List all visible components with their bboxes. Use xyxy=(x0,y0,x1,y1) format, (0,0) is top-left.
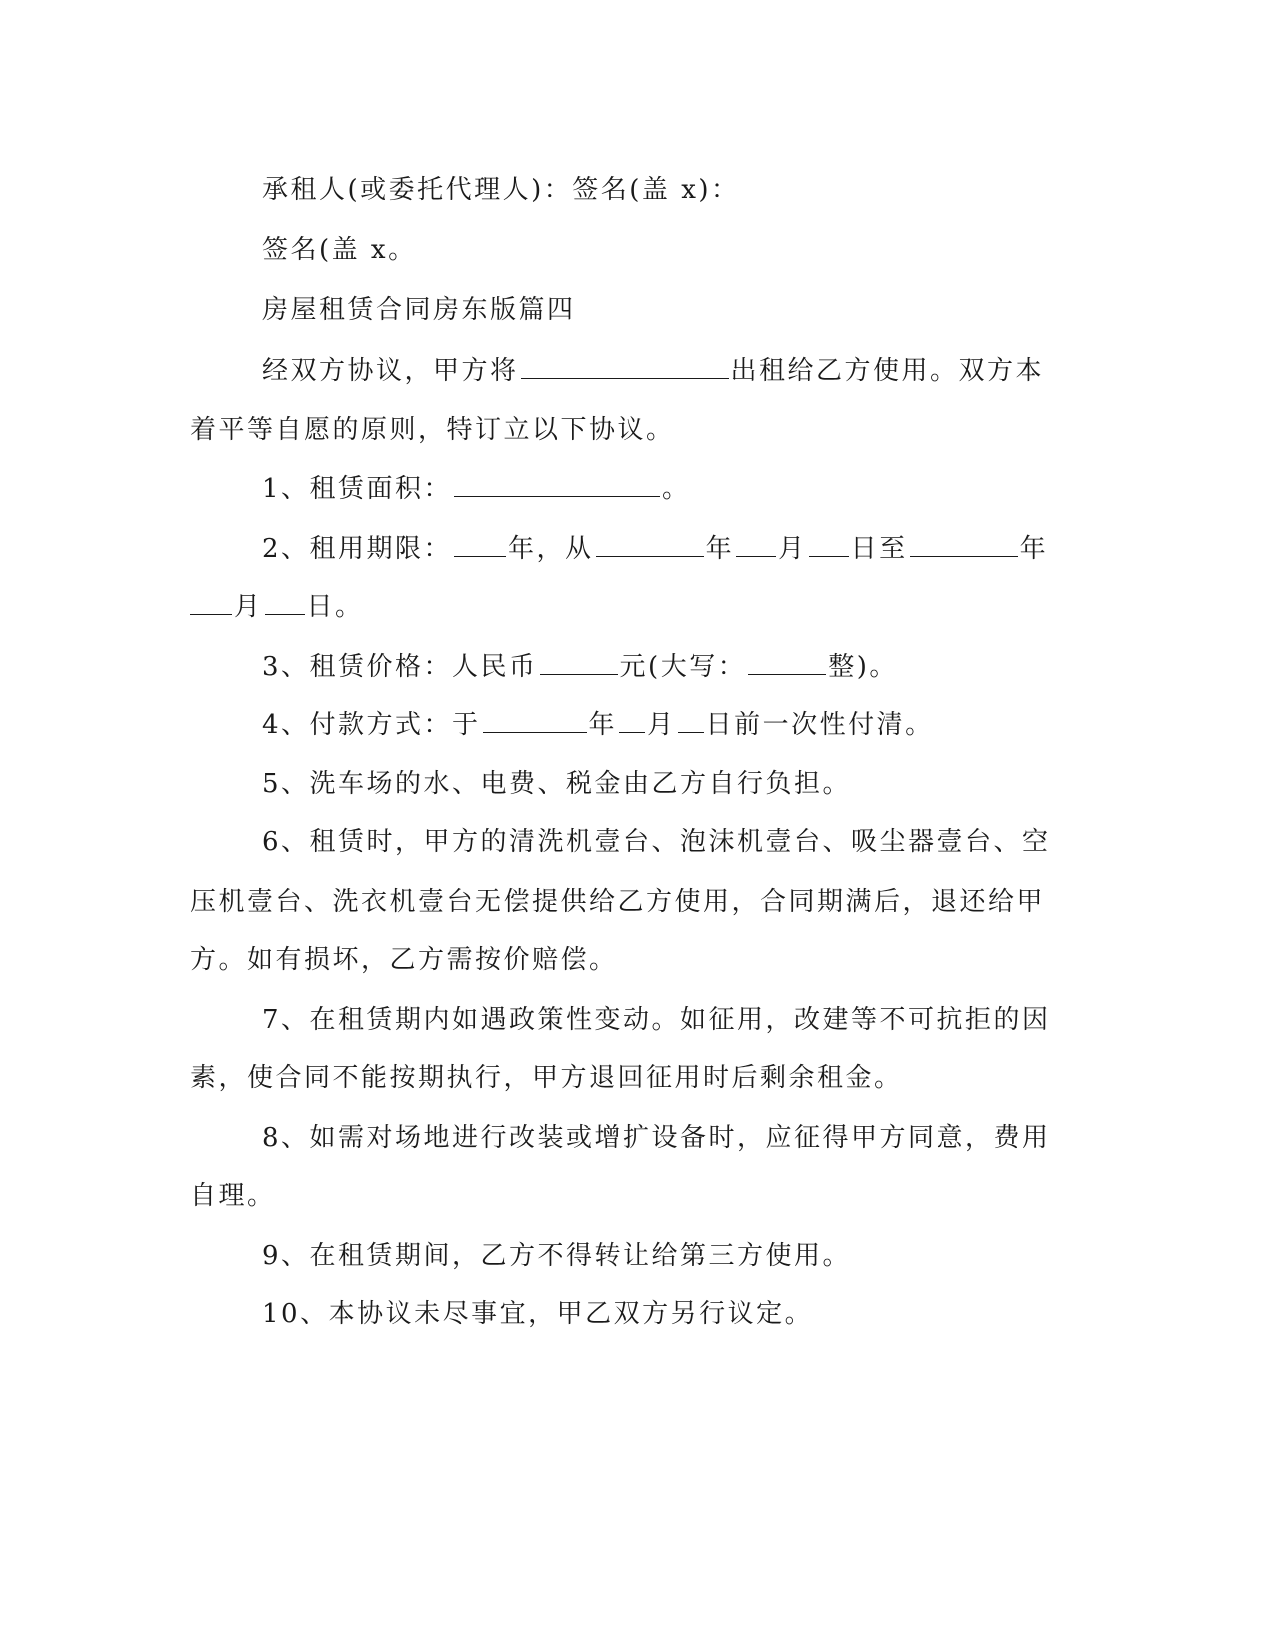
text-segment: 年 xyxy=(1019,534,1049,564)
clause-8-line-1: 8、如需对场地进行改装或增扩设备时，应征得甲方同意，费用 xyxy=(262,1123,1051,1153)
text-segment: 元(大写： xyxy=(619,652,747,682)
clause-2-line-1 xyxy=(262,532,1048,565)
text-segment: 3、租赁价格：人民币 xyxy=(262,652,538,682)
text-segment: 月 xyxy=(778,534,807,564)
text-segment: 日前一次性付清。 xyxy=(705,710,934,740)
text-segment: 整)。 xyxy=(828,652,898,682)
signature-line: 签名(盖 x。 xyxy=(262,235,417,265)
fill-in-blank xyxy=(265,590,305,615)
fill-in-blank xyxy=(540,650,618,675)
clause-10: 10、本协议未尽事宜，甲乙双方另行议定。 xyxy=(262,1299,814,1329)
text-segment: 。 xyxy=(662,474,691,504)
fill-in-blank xyxy=(809,532,849,557)
clause-7-line-1: 7、在租赁期内如遇政策性变动。如征用，改建等不可抗拒的因 xyxy=(262,1005,1051,1035)
fill-in-blank xyxy=(454,472,660,497)
intro-paragraph-line-2: 着平等自愿的原则，特订立以下协议。 xyxy=(190,415,675,445)
fill-in-blank xyxy=(190,590,232,615)
clause-8-line-2: 自理。 xyxy=(190,1181,276,1211)
clause-4 xyxy=(262,708,934,741)
text-segment: 2、租用期限： xyxy=(262,534,453,564)
fill-in-blank xyxy=(678,708,704,733)
intro-paragraph-line-1 xyxy=(262,354,1044,387)
fill-in-blank xyxy=(736,532,776,557)
text-segment: 4、付款方式：于 xyxy=(262,710,481,740)
text-segment: 月 xyxy=(234,592,263,622)
clause-9: 9、在租赁期间，乙方不得转让给第三方使用。 xyxy=(262,1241,852,1271)
clause-6-line-3: 方。如有损坏，乙方需按价赔偿。 xyxy=(190,945,618,975)
clause-6-line-2: 压机壹台、洗衣机壹台无偿提供给乙方使用，合同期满后，退还给甲 xyxy=(190,887,1046,917)
text-segment: 日至 xyxy=(850,534,908,564)
fill-in-blank xyxy=(483,708,587,733)
text-segment: 1、租赁面积： xyxy=(262,474,453,504)
text-segment: 经双方协议，甲方将 xyxy=(262,356,519,386)
fill-in-blank xyxy=(454,532,506,557)
clause-1 xyxy=(262,472,691,505)
text-segment: 日。 xyxy=(306,592,364,622)
fill-in-blank xyxy=(619,708,645,733)
fill-in-blank xyxy=(596,532,704,557)
fill-in-blank xyxy=(521,354,729,379)
clause-5: 5、洗车场的水、电费、税金由乙方自行负担。 xyxy=(262,769,852,799)
section-heading: 房屋租赁合同房东版篇四 xyxy=(262,295,576,325)
text-segment: 年 xyxy=(588,710,618,740)
clause-7-line-2: 素，使合同不能按期执行，甲方退回征用时后剩余租金。 xyxy=(190,1063,903,1093)
clause-6-line-1: 6、租赁时，甲方的清洗机壹台、泡沫机壹台、吸尘器壹台、空 xyxy=(262,827,1051,857)
text-segment: 出租给乙方使用。双方本 xyxy=(730,356,1045,386)
fill-in-blank xyxy=(748,650,826,675)
fill-in-blank xyxy=(910,532,1018,557)
clause-3 xyxy=(262,650,898,683)
signature-line-tenant: 承租人(或委托代理人)：签名(盖 x)： xyxy=(262,175,740,205)
clause-2-line-2 xyxy=(190,590,364,623)
text-segment: 月 xyxy=(647,710,676,740)
text-segment: 年 xyxy=(705,534,735,564)
text-segment: 年，从 xyxy=(508,534,594,564)
